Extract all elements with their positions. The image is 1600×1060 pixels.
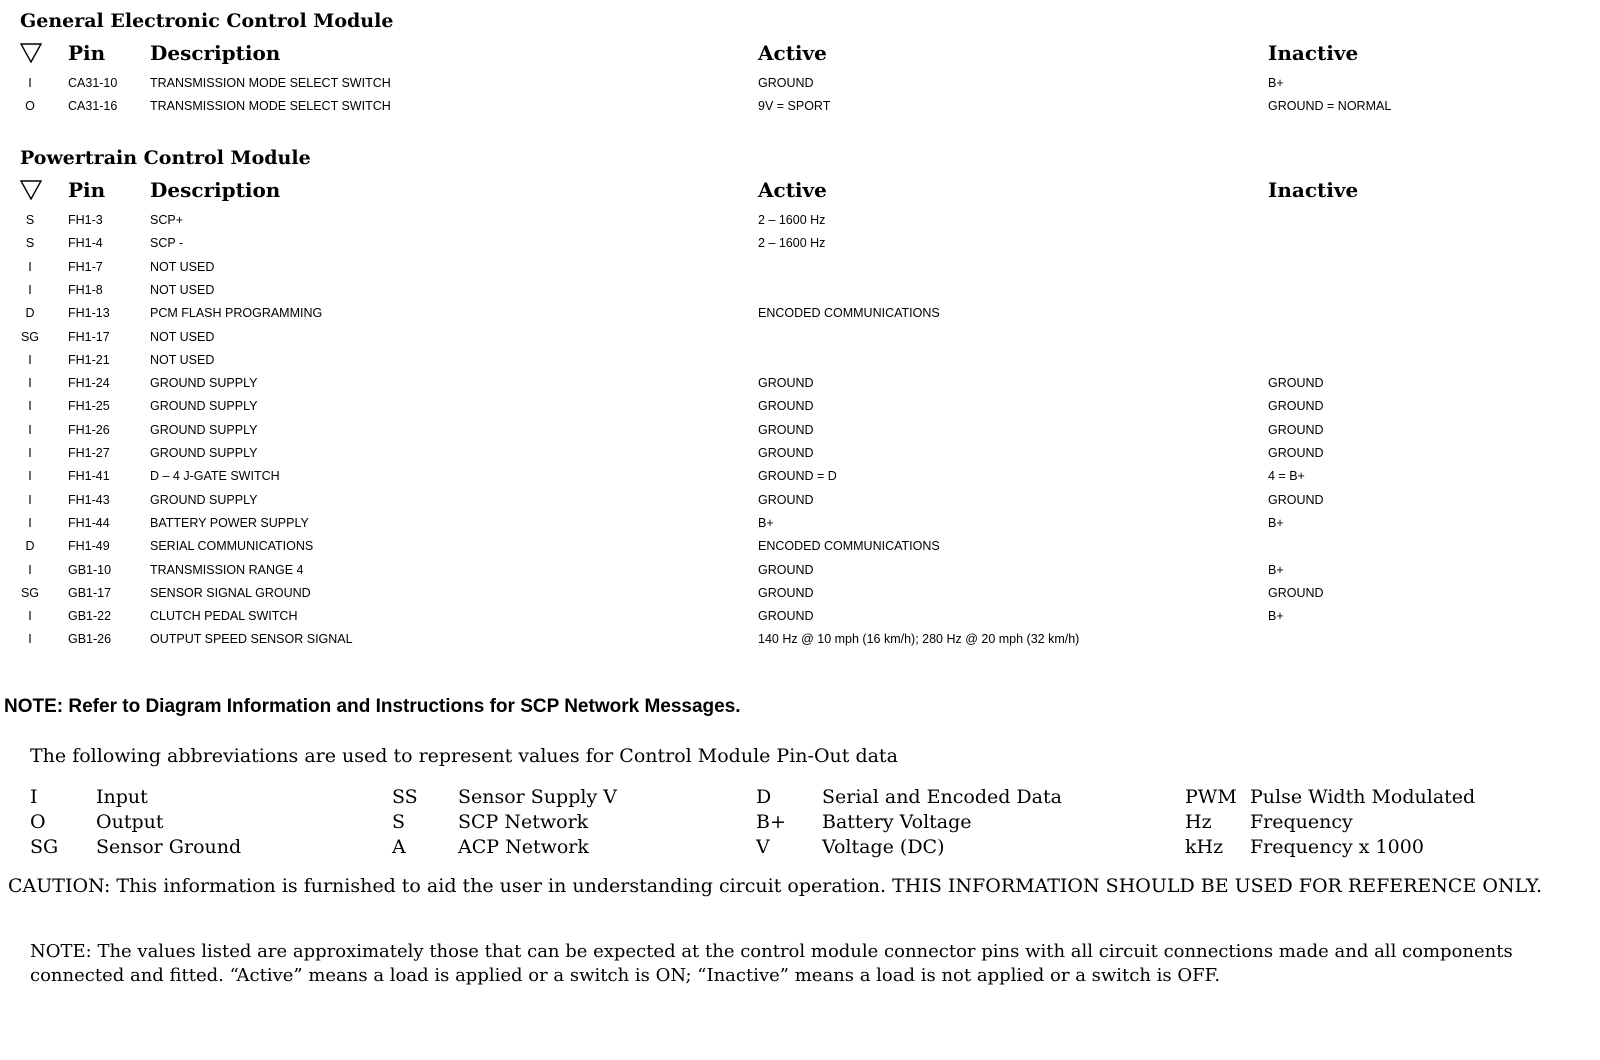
abbreviation-code: PWM [1185, 786, 1237, 808]
pin-id: CA31-10 [68, 76, 118, 90]
header-pin: Pin [68, 178, 106, 202]
pin-id: FH1-13 [68, 306, 110, 321]
abbreviation-code: V [756, 836, 770, 858]
active-value: B+ [758, 515, 774, 530]
type-code: I [28, 259, 32, 274]
table-row [0, 628, 1600, 650]
pin-id: FH1-3 [68, 213, 103, 227]
table-row [0, 535, 1600, 557]
type-code: O [25, 99, 35, 114]
gem-section [0, 10, 1600, 120]
active-value: GROUND [758, 399, 814, 414]
table-row [0, 605, 1600, 627]
table-row [0, 95, 1600, 117]
active-value: GROUND [758, 76, 814, 90]
pin-id: FH1-8 [68, 282, 103, 297]
pin-description: GROUND SUPPLY [150, 446, 258, 460]
abbreviation-meaning: Sensor Supply V [458, 786, 617, 808]
pin-id: FH1-25 [68, 399, 110, 414]
values-note: NOTE: The values listed are approximately those that can be expected at the control module connector pins with all circuit connections made and all components connected and fitted. “Active” means a load is applied or a switch is ON; “Inactive” means a load is not applied or a switch is OFF. [30, 941, 1513, 986]
abbreviation-meaning: ACP Network [458, 836, 589, 858]
pin-description: SERIAL COMMUNICATIONS [150, 539, 314, 554]
pin-id: FH1-17 [68, 329, 110, 344]
table-row [0, 279, 1600, 301]
abbreviation-code: I [30, 786, 38, 808]
table-row [0, 582, 1600, 604]
inactive-value: 4 = B+ [1268, 469, 1305, 484]
active-value: GROUND [758, 446, 814, 460]
table-row [0, 512, 1600, 534]
table-row [0, 256, 1600, 278]
abbreviation-code: O [30, 811, 46, 833]
type-code: I [28, 515, 32, 530]
type-code: I [28, 422, 32, 437]
type-code: I [28, 609, 32, 624]
active-value: ENCODED COMMUNICATIONS [758, 539, 940, 554]
active-value: GROUND [758, 376, 814, 391]
pin-description: NOT USED [150, 329, 215, 344]
type-code: I [28, 492, 32, 507]
header-active: Active [758, 41, 827, 65]
pin-description: GROUND SUPPLY [150, 376, 258, 391]
abbreviation-code: kHz [1185, 836, 1224, 858]
inactive-value: B+ [1268, 609, 1284, 624]
triangle-down-icon [20, 180, 42, 200]
gem-title: General Electronic Control Module [20, 10, 394, 32]
table-row [0, 302, 1600, 324]
inactive-value: GROUND [1268, 446, 1324, 460]
pin-id: FH1-7 [68, 259, 103, 274]
type-code: I [28, 282, 32, 297]
pin-description: SCP+ [150, 213, 184, 227]
pin-description: TRANSMISSION MODE SELECT SWITCH [150, 99, 391, 114]
table-row [0, 72, 1600, 94]
abbreviation-meaning: Serial and Encoded Data [822, 786, 1062, 808]
abbreviation-meaning: Sensor Ground [96, 836, 242, 858]
inactive-value: B+ [1268, 515, 1284, 530]
pin-description: PCM FLASH PROGRAMMING [150, 306, 323, 321]
pin-description: D – 4 J-GATE SWITCH [150, 469, 280, 484]
abbreviation-code: D [756, 786, 772, 808]
type-code: I [28, 399, 32, 414]
table-row [0, 372, 1600, 394]
table-row [0, 395, 1600, 417]
header-active: Active [758, 178, 827, 202]
inactive-value: GROUND [1268, 492, 1324, 507]
header-inactive: Inactive [1268, 178, 1359, 202]
inactive-value: GROUND [1268, 376, 1324, 391]
abbreviation-meaning: SCP Network [458, 811, 589, 833]
abbreviations-intro: The following abbreviations are used to represent values for Control Module Pin-Out data [30, 745, 898, 767]
type-code: S [25, 213, 35, 227]
abbreviation-code: Hz [1185, 811, 1212, 833]
pin-id: FH1-4 [68, 236, 103, 251]
pin-description: OUTPUT SPEED SENSOR SIGNAL [150, 632, 353, 647]
type-code: I [28, 376, 32, 391]
scp-note: NOTE: Refer to Diagram Information and Instructions for SCP Network Messages. [4, 696, 741, 717]
pin-description: GROUND SUPPLY [150, 492, 258, 507]
active-value: GROUND [758, 585, 814, 600]
type-code: SG [20, 329, 40, 344]
type-code: I [28, 469, 32, 484]
pin-description: CLUTCH PEDAL SWITCH [150, 609, 298, 624]
type-code: I [28, 446, 32, 460]
active-value: GROUND [758, 562, 814, 577]
table-row [0, 489, 1600, 511]
table-row [0, 232, 1600, 254]
pin-id: GB1-22 [68, 609, 112, 624]
table-row [0, 465, 1600, 487]
table-row [0, 442, 1600, 464]
inactive-value: GROUND [1268, 585, 1324, 600]
abbreviation-code: S [392, 811, 406, 833]
gem-table-header [0, 40, 1600, 68]
pin-description: NOT USED [150, 282, 215, 297]
abbreviation-meaning: Pulse Width Modulated [1250, 786, 1476, 808]
active-value: GROUND [758, 492, 814, 507]
type-code: I [28, 632, 32, 647]
inactive-value: B+ [1268, 76, 1284, 90]
header-description: Description [150, 41, 281, 65]
pin-id: FH1-21 [68, 352, 110, 367]
triangle-down-icon [20, 43, 42, 63]
type-code: D [25, 539, 35, 554]
type-code: I [28, 562, 32, 577]
abbreviation-meaning: Input [96, 786, 148, 808]
header-description: Description [150, 178, 281, 202]
active-value: 9V = SPORT [758, 99, 831, 114]
pin-id: FH1-41 [68, 469, 110, 484]
type-code: SG [20, 585, 40, 600]
pin-id: CA31-16 [68, 99, 118, 114]
table-row [0, 559, 1600, 581]
pin-id: GB1-17 [68, 585, 112, 600]
active-value: 140 Hz @ 10 mph (16 km/h); 280 Hz @ 20 mph (32 km/h) [758, 632, 1080, 647]
abbreviation-code: SS [392, 786, 418, 808]
abbreviation-meaning: Frequency x 1000 [1250, 836, 1424, 858]
table-row [0, 349, 1600, 371]
type-code: I [28, 76, 32, 90]
table-row [0, 419, 1600, 441]
active-value: GROUND [758, 609, 814, 624]
inactive-value: GROUND = NORMAL [1268, 99, 1392, 114]
pin-description: SCP - [150, 236, 184, 251]
active-value: 2 – 1600 Hz [758, 213, 826, 227]
pcm-section [0, 147, 1600, 667]
pcm-title: Powertrain Control Module [20, 147, 311, 169]
type-code: I [28, 352, 32, 367]
pin-description: NOT USED [150, 259, 215, 274]
abbreviation-meaning: Battery Voltage [822, 811, 972, 833]
pin-description: GROUND SUPPLY [150, 422, 258, 437]
pin-id: FH1-27 [68, 446, 110, 460]
pin-id: FH1-24 [68, 376, 110, 391]
abbreviation-code: A [392, 836, 406, 858]
type-code: D [25, 306, 35, 321]
active-value: GROUND = D [758, 469, 837, 484]
pin-id: FH1-49 [68, 539, 110, 554]
abbreviation-code: B+ [756, 811, 786, 833]
active-value: 2 – 1600 Hz [758, 236, 826, 251]
table-row [0, 326, 1600, 348]
inactive-value: GROUND [1268, 399, 1324, 414]
pin-description: BATTERY POWER SUPPLY [150, 515, 309, 530]
pin-description: SENSOR SIGNAL GROUND [150, 585, 311, 600]
pin-description: TRANSMISSION RANGE 4 [150, 562, 304, 577]
abbreviation-meaning: Output [96, 811, 164, 833]
pin-description: GROUND SUPPLY [150, 399, 258, 414]
abbreviation-code: SG [30, 836, 59, 858]
abbreviations-legend [0, 785, 1600, 865]
header-inactive: Inactive [1268, 41, 1359, 65]
pin-description: NOT USED [150, 352, 215, 367]
abbreviation-meaning: Voltage (DC) [822, 836, 945, 858]
header-pin: Pin [68, 41, 106, 65]
pin-id: FH1-26 [68, 422, 110, 437]
pin-id: GB1-26 [68, 632, 112, 647]
table-row [0, 209, 1600, 231]
pin-id: FH1-43 [68, 492, 110, 507]
pcm-table-header [0, 177, 1600, 205]
inactive-value: B+ [1268, 562, 1284, 577]
caution-text: CAUTION: This information is furnished to aid the user in understanding circuit operation. THIS INFORMATION SHOULD BE USED FOR REFERENCE ONLY. [8, 875, 1543, 897]
pin-description: TRANSMISSION MODE SELECT SWITCH [150, 76, 391, 90]
pin-id: FH1-44 [68, 515, 110, 530]
active-value: ENCODED COMMUNICATIONS [758, 306, 940, 321]
pin-id: GB1-10 [68, 562, 112, 577]
type-code: S [25, 236, 35, 251]
abbreviation-meaning: Frequency [1250, 811, 1353, 833]
inactive-value: GROUND [1268, 422, 1324, 437]
active-value: GROUND [758, 422, 814, 437]
